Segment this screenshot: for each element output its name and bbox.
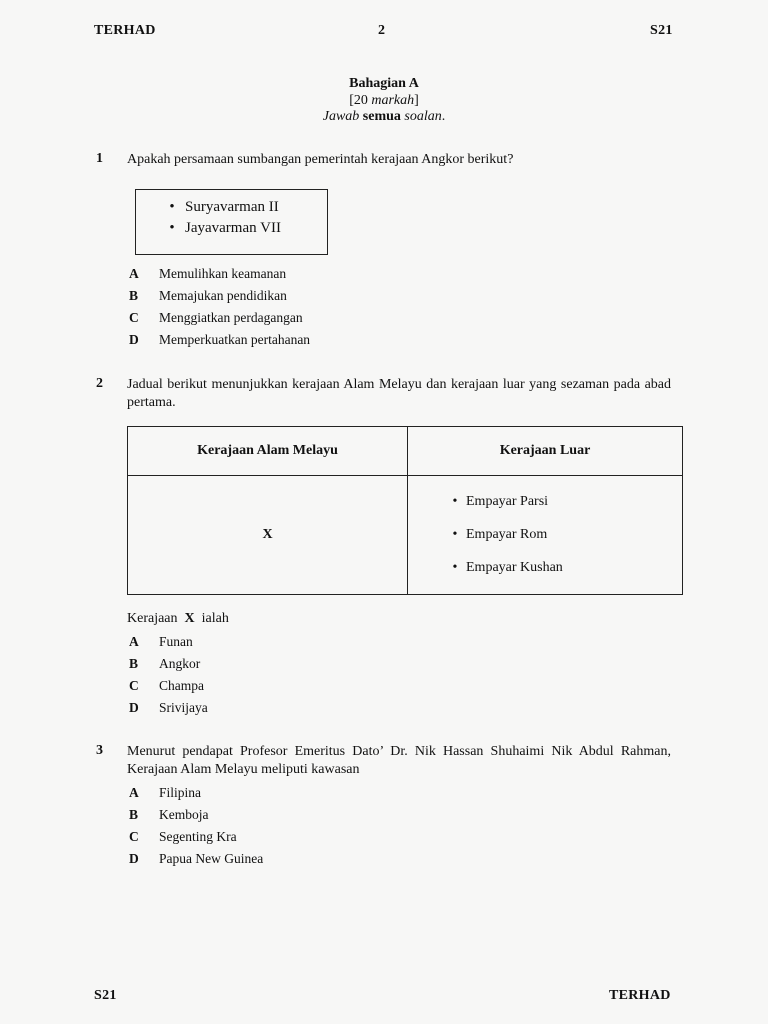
section-title: Bahagian A [349,76,419,91]
option-b[interactable]: B Angkor [129,656,201,671]
section-instruction: Jawab semua soalan. [322,109,446,124]
ruler-item: • Suryavarman II [159,199,327,220]
bullet: • [169,220,175,236]
table-header-kerajaan-luar: Kerajaan Luar [408,427,683,476]
option-d[interactable]: D Srivijaya [129,700,208,715]
option-c[interactable]: C Menggiatkan perdagangan [129,310,303,325]
list-item: • Empayar Kushan [448,552,681,585]
header-paper-code: S21 [650,23,673,38]
question-2-number: 2 [96,376,103,391]
table-cell-x: X [128,476,408,595]
question-1-number: 1 [96,151,103,166]
bullet: • [452,527,458,542]
option-d[interactable]: D Memperkuatkan pertahanan [129,332,311,347]
option-c[interactable]: C Segenting Kra [129,829,237,844]
footer-paper-code: S21 [94,988,117,1003]
question-1-options [129,266,310,354]
section-marks: [20 markah] [349,93,419,108]
question-2-text: Jadual berikut menunjukkan kerajaan Alam Melayu dan kerajaan luar yang sezaman pada abad pertama. [127,377,671,410]
list-item: • Empayar Parsi [448,486,681,519]
footer-classification: TERHAD [609,988,671,1003]
option-a[interactable]: A Funan [129,634,193,649]
question-2-stem: Kerajaan X ialah [127,611,229,626]
table-header-alam-melayu: Kerajaan Alam Melayu [128,427,408,476]
question-2-table [127,426,683,595]
question-2-options [129,634,208,722]
list-item: • Empayar Rom [448,519,681,552]
question-3-text: Menurut pendapat Profesor Emeritus Dato’ Dr. Nik Hassan Shuhaimi Nik Abdul Rahman, Kerajaan Alam Melayu meliputi kawasan [127,744,671,777]
option-a[interactable]: A Memulihkan keamanan [129,266,287,281]
question-1-ruler-box [135,189,328,255]
option-d[interactable]: D Papua New Guinea [129,851,264,866]
bullet: • [169,199,175,215]
ruler-item: • Jayavarman VII [159,220,327,241]
option-b[interactable]: B Kemboja [129,807,209,822]
bullet: • [452,560,458,575]
question-1-text: Apakah persamaan sumbangan pemerintah kerajaan Angkor berikut? [127,152,514,167]
option-a[interactable]: A Filipina [129,785,202,800]
option-b[interactable]: B Memajukan pendidikan [129,288,287,303]
header-classification: TERHAD [94,23,156,38]
page-number: 2 [378,23,386,38]
question-3-options [129,785,263,873]
bullet: • [452,494,458,509]
option-c[interactable]: C Champa [129,678,204,693]
table-cell-foreign-kingdoms [408,476,683,595]
question-3-number: 3 [96,743,103,758]
